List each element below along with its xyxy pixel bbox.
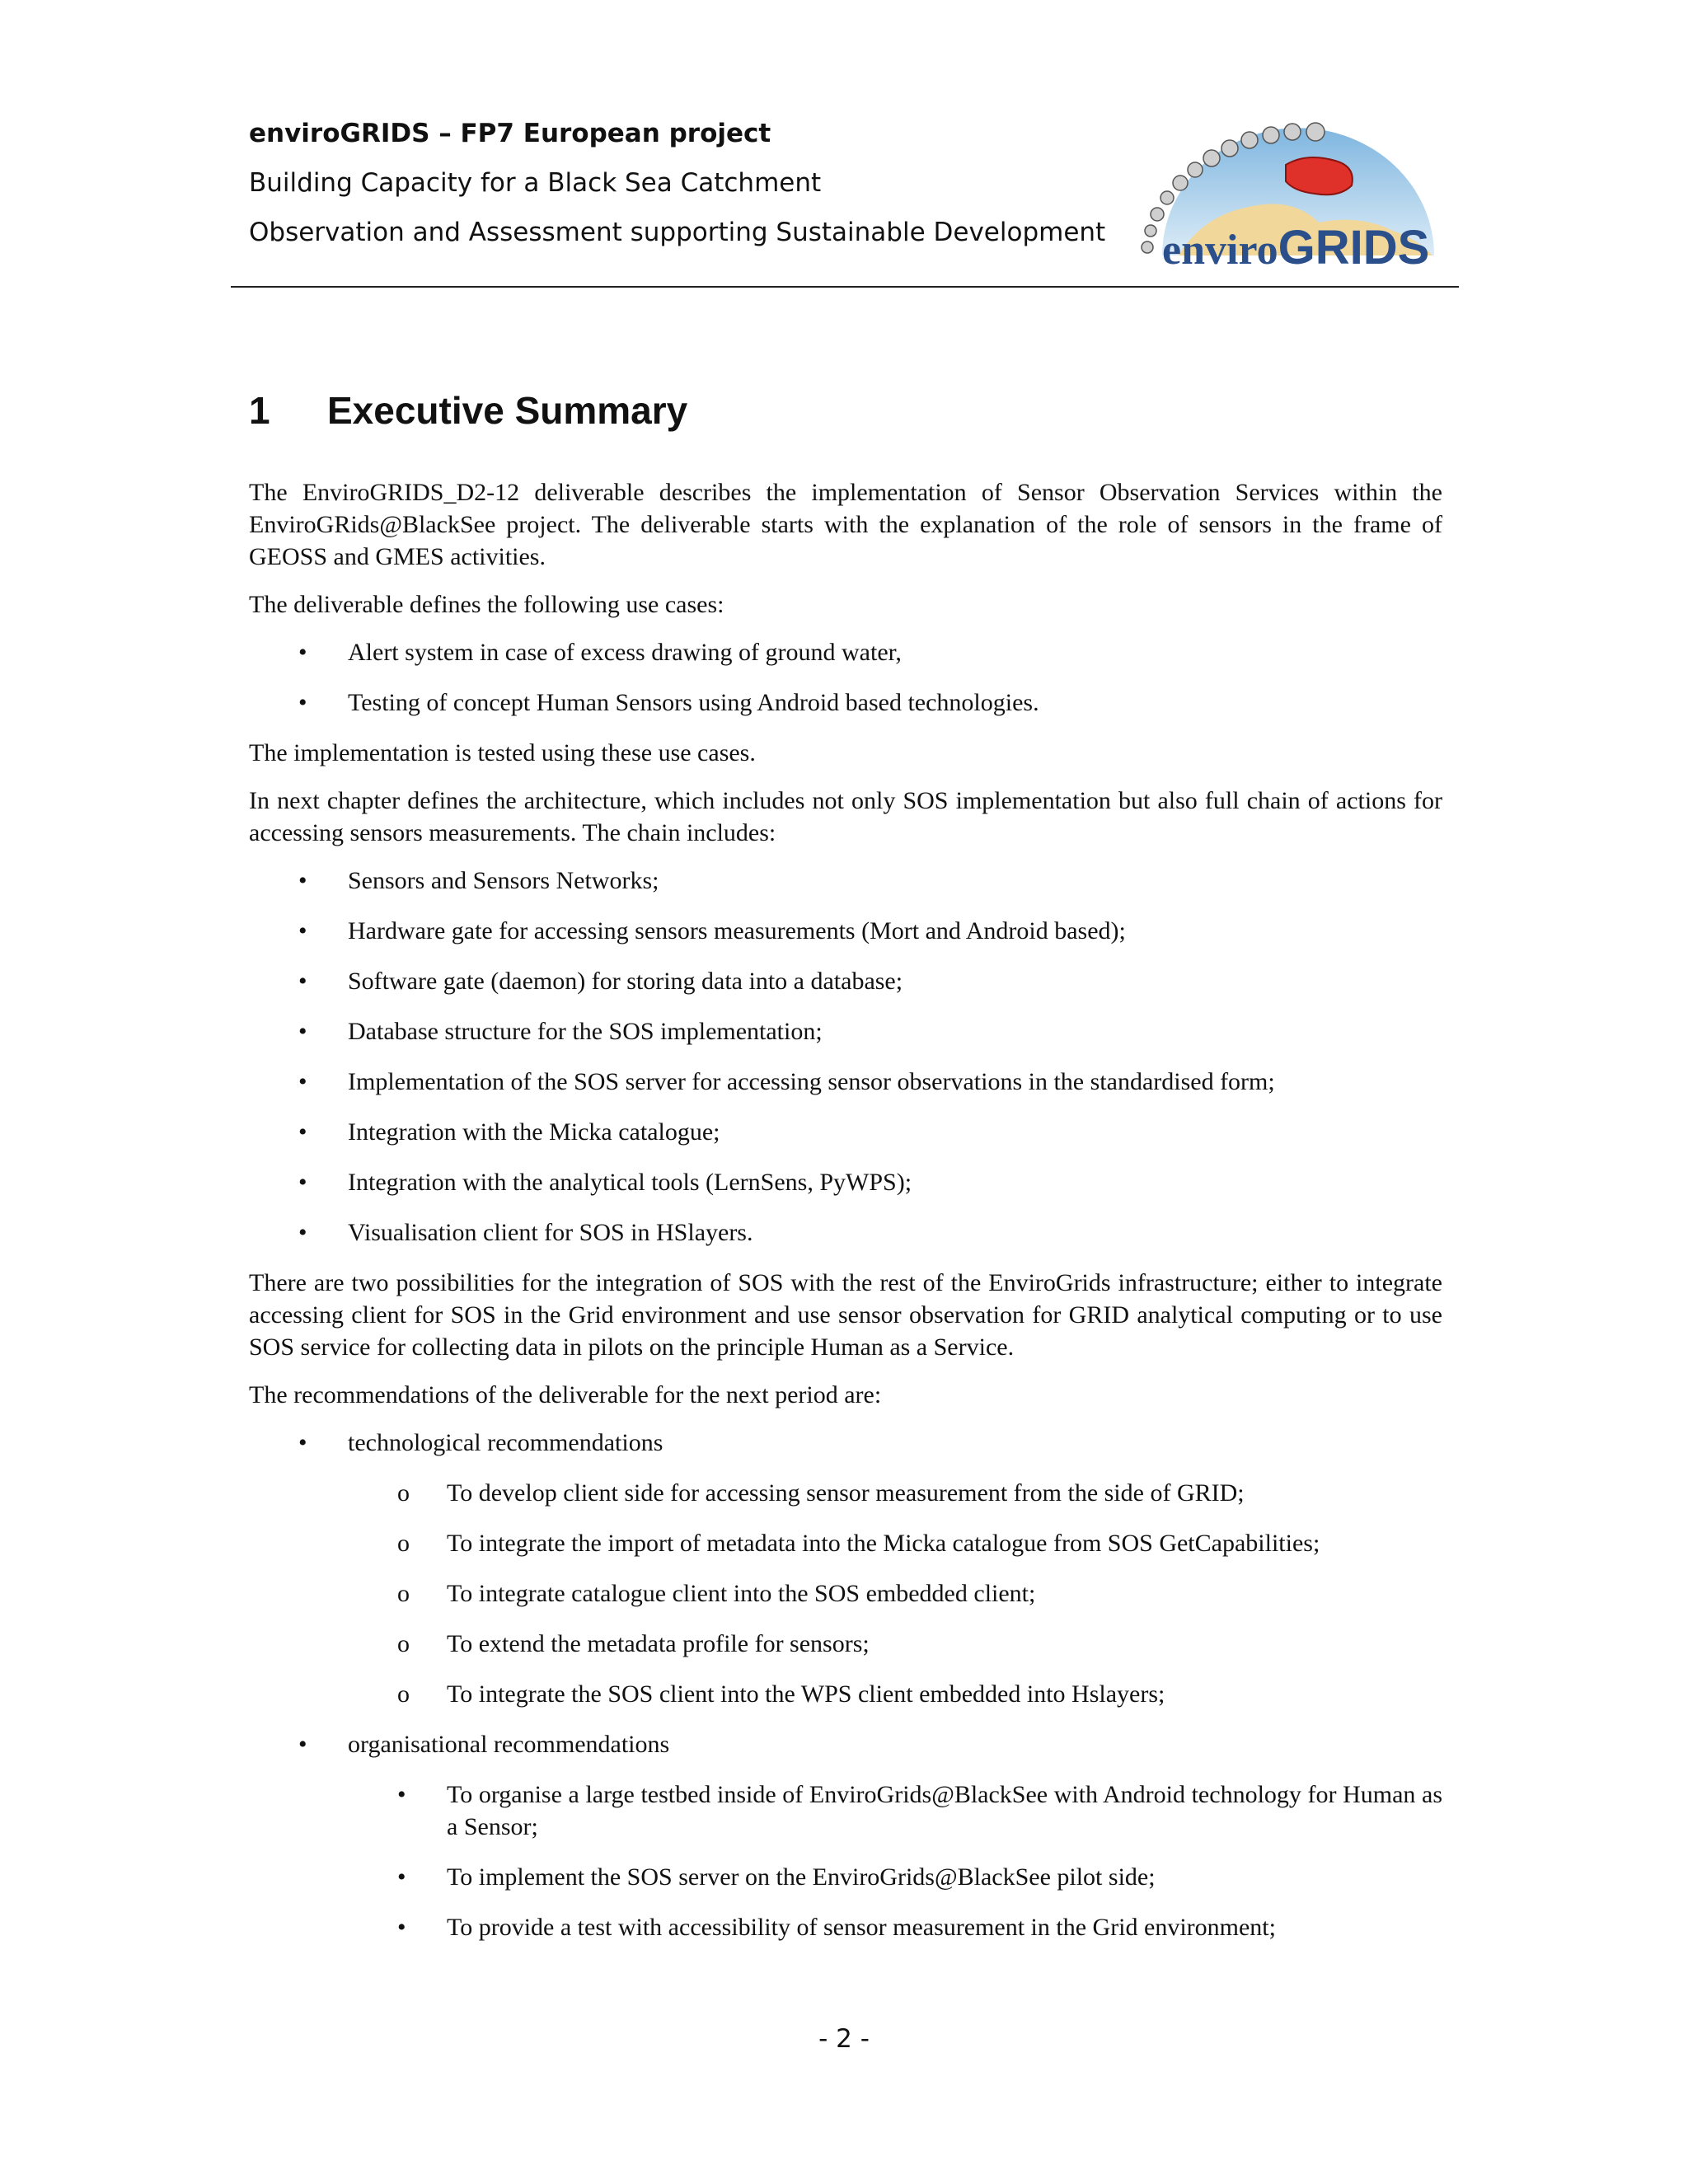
- list-item: o To integrate the import of metadata into the Micka catalogue from SOS GetCapabilities;: [348, 1527, 1442, 1559]
- header-subtitle-line-2: Observation and Assessment supporting Sustainable Development: [249, 218, 1106, 247]
- bullet-marker: •: [397, 1914, 406, 1941]
- list-item: o To integrate catalogue client into the SOS embedded client;: [348, 1577, 1442, 1610]
- list-item: • Hardware gate for accessing sensors measurements (Mort and Android based);: [249, 915, 1442, 947]
- envirogrids-logo: [1129, 115, 1442, 276]
- bullet-marker: •: [298, 1731, 307, 1758]
- header-project-title: enviroGRIDS – FP7 European project: [249, 119, 771, 148]
- sub-bullet-marker: o: [397, 1630, 410, 1657]
- use-cases-intro: The deliverable defines the following use cases:: [249, 591, 724, 618]
- list-item: • Integration with the Micka catalogue;: [249, 1116, 1442, 1148]
- recommendations-list: [249, 1427, 1442, 1943]
- sub-bullet-marker: o: [397, 1479, 410, 1507]
- list-item: • Software gate (daemon) for storing data into a database;: [249, 965, 1442, 997]
- tested-paragraph: The implementation is tested using these use cases.: [249, 739, 756, 766]
- section-title: Executive Summary: [327, 389, 688, 432]
- list-item: o To integrate the SOS client into the WPS client embedded into Hslayers;: [348, 1678, 1442, 1710]
- list-item: • Implementation of the SOS server for accessing sensor observations in the standardised form;: [249, 1066, 1442, 1098]
- bullet-marker: •: [397, 1781, 406, 1808]
- list-item: • Testing of concept Human Sensors using Android based technologies.: [249, 687, 1442, 719]
- intro-paragraph: The EnviroGRIDS_D2-12 deliverable describes the implementation of Sensor Observation Services within the EnviroGRids@BlackSee project. The deliverable starts with the explanation of the role of sensors in the frame of GEOSS and GMES activities.: [249, 479, 1442, 570]
- sub-bullet-marker: o: [397, 1680, 410, 1708]
- header-divider: [231, 286, 1459, 288]
- recommendations-intro: The recommendations of the deliverable for the next period are:: [249, 1381, 882, 1408]
- list-item: • Alert system in case of excess drawing of ground water,: [249, 636, 1442, 668]
- list-item-technological: • technological recommendations o To develop client side for accessing sensor measurement from the side of GRID; o To integrate the import of metadata into the Micka catalogue from SOS GetCapabilities; o To integrate catalogue client into the SOS embedded client; o To extend the metadata profile for sensors; o To integrate the SOS client into the WPS client embedded into Hslayers;: [249, 1427, 1442, 1710]
- architecture-paragraph: In next chapter defines the architecture, which includes not only SOS implementation but also full chain of actions for accessing sensors measurements. The chain includes:: [249, 787, 1442, 846]
- bullet-marker: •: [298, 917, 307, 944]
- logo-wordmark: enviroGRIDS: [1162, 221, 1430, 274]
- section-number: 1: [249, 389, 270, 432]
- bullet-marker: •: [298, 1429, 307, 1456]
- organisational-sublist: [348, 1779, 1442, 1943]
- integration-paragraph: There are two possibilities for the integration of SOS with the rest of the EnviroGrids infrastructure; either to integrate accessing client for SOS in the Grid environment and use sensor observation for GRID analytical computing or to use SOS service for collecting data in pilots on the principle Human as a Service.: [249, 1269, 1442, 1361]
- bullet-marker: •: [298, 1169, 307, 1196]
- bullet-marker: •: [298, 968, 307, 995]
- list-item: • Database structure for the SOS implementation;: [249, 1015, 1442, 1047]
- document-body: [249, 381, 1442, 1961]
- list-item: o To extend the metadata profile for sensors;: [348, 1628, 1442, 1660]
- bullet-marker: •: [298, 867, 307, 894]
- sub-bullet-marker: o: [397, 1580, 410, 1607]
- list-item: • Sensors and Sensors Networks;: [249, 865, 1442, 897]
- technological-sublist: [348, 1477, 1442, 1710]
- bullet-marker: •: [298, 1118, 307, 1146]
- page-number: - 2 -: [818, 2024, 870, 2054]
- use-cases-list: [249, 636, 1442, 719]
- list-item: • Integration with the analytical tools (LernSens, PyWPS);: [249, 1166, 1442, 1198]
- list-item-organisational: • organisational recommendations • To organise a large testbed inside of EnviroGrids@BlackSee with Android technology for Human as a Sensor; • To implement the SOS server on the EnviroGrids@BlackSee pilot side; • To provide a test with accessibility of sensor measurement in the Grid environment;: [249, 1728, 1442, 1943]
- list-item: o To develop client side for accessing sensor measurement from the side of GRID;: [348, 1477, 1442, 1509]
- bullet-marker: •: [397, 1863, 406, 1891]
- bullet-marker: •: [298, 1068, 307, 1095]
- header-subtitle-line-1: Building Capacity for a Black Sea Catchment: [249, 168, 822, 198]
- section-heading: [249, 381, 1442, 440]
- list-item: • Visualisation client for SOS in HSlayers.: [249, 1216, 1442, 1249]
- bullet-marker: •: [298, 1018, 307, 1045]
- bullet-marker: •: [298, 639, 307, 666]
- bullet-marker: •: [298, 1219, 307, 1246]
- page-header: [249, 109, 1106, 257]
- chain-list: [249, 865, 1442, 1249]
- bullet-marker: •: [298, 689, 307, 716]
- list-item: • To implement the SOS server on the EnviroGrids@BlackSee pilot side;: [348, 1861, 1442, 1893]
- sub-bullet-marker: o: [397, 1530, 410, 1557]
- list-item: • To provide a test with accessibility of sensor measurement in the Grid environment;: [348, 1911, 1442, 1943]
- list-item: • To organise a large testbed inside of EnviroGrids@BlackSee with Android technology for Human as a Sensor;: [348, 1779, 1442, 1843]
